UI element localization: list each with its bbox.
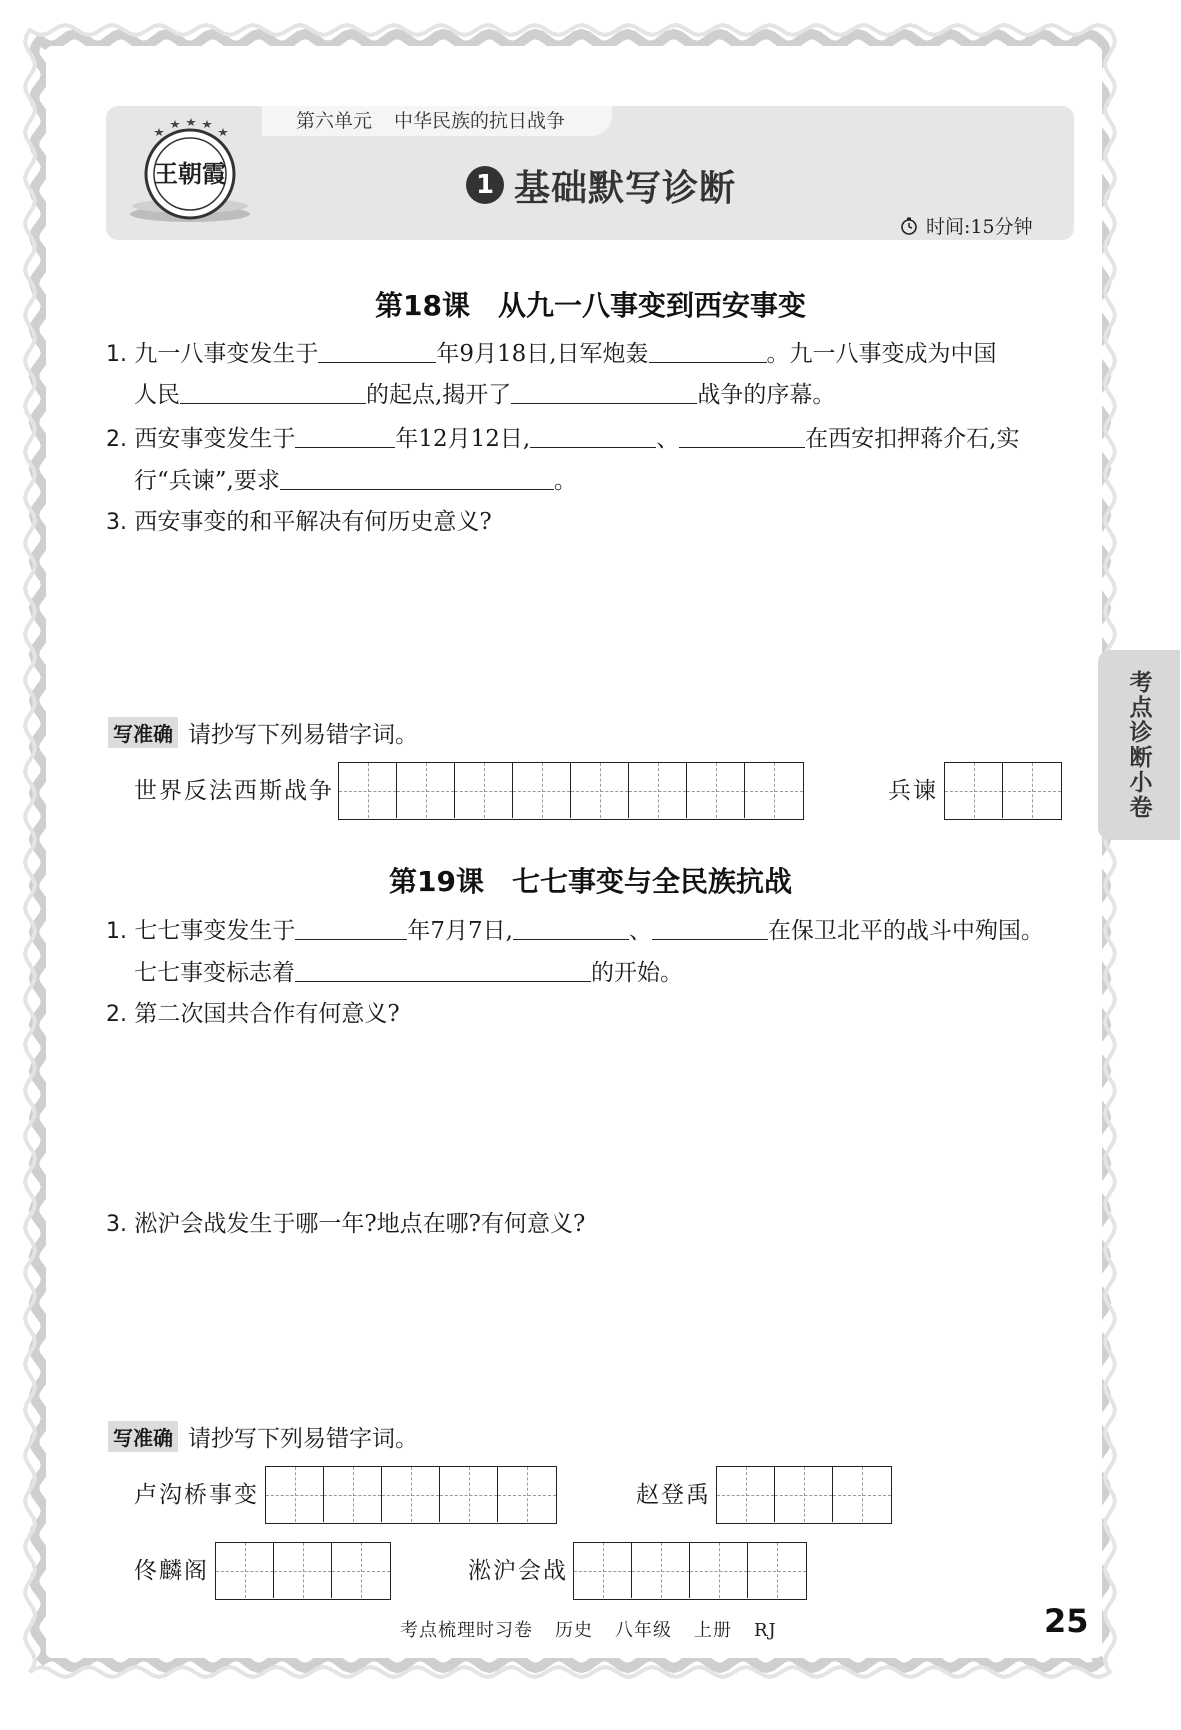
question-number: 3.	[106, 510, 127, 535]
question-number: 2.	[106, 1002, 127, 1027]
grid-cell[interactable]	[571, 763, 629, 818]
answer-blank[interactable]	[649, 338, 767, 363]
time-limit	[900, 212, 1033, 239]
answer-blank[interactable]	[280, 465, 554, 490]
lesson19-q3	[106, 1209, 585, 1240]
lesson18-practice-heading	[108, 716, 418, 749]
lesson18-q3	[106, 507, 492, 538]
lesson18-title: 第18课 从九一八事变到西安事变	[375, 289, 806, 322]
question-text: 的开始。	[591, 960, 683, 986]
word-label: 佟麟阁	[134, 1558, 209, 1584]
lesson19-title: 第19课 七七事变与全民族抗战	[389, 865, 792, 898]
answer-blank[interactable]	[180, 379, 366, 404]
question-text: 九一八事变发生于	[134, 341, 319, 367]
question-number: 1.	[106, 342, 127, 367]
grid-cell[interactable]	[324, 1467, 382, 1522]
answer-blank[interactable]	[295, 957, 591, 982]
page-number: 25	[1044, 1602, 1089, 1640]
question-text: 战争的序幕。	[697, 382, 836, 408]
lesson18-q2-line2	[134, 465, 577, 496]
grid-cell[interactable]	[632, 1543, 690, 1598]
word-label: 淞沪会战	[468, 1558, 568, 1584]
writing-grid[interactable]	[716, 1466, 892, 1524]
answer-blank[interactable]	[318, 338, 436, 363]
grid-cell[interactable]	[1003, 763, 1061, 818]
grid-cell[interactable]	[833, 1467, 891, 1522]
footer-edition: RJ	[754, 1620, 777, 1641]
practice-badge: 写准确	[108, 717, 178, 748]
grid-cell[interactable]	[274, 1543, 332, 1598]
answer-blank[interactable]	[295, 423, 395, 448]
clock-icon	[900, 217, 918, 235]
answer-blank[interactable]	[530, 423, 656, 448]
writing-grid[interactable]	[265, 1466, 557, 1524]
answer-area[interactable]	[134, 1040, 1074, 1200]
lesson18-q1-line2	[134, 379, 835, 410]
question-text: 行“兵谏”,要求	[134, 468, 280, 494]
question-number: 1.	[106, 919, 127, 944]
answer-area[interactable]	[134, 1250, 1074, 1410]
lesson19-q1-line2	[134, 957, 683, 988]
lesson18-q2-line1	[106, 423, 1019, 455]
writing-grid[interactable]	[944, 762, 1062, 820]
grid-cell[interactable]	[266, 1467, 324, 1522]
footer-book: 考点梳理时习卷	[400, 1620, 533, 1641]
question-number: 3.	[106, 1212, 127, 1237]
question-text: 在保卫北平的战斗中殉国。	[767, 918, 1044, 944]
grid-cell[interactable]	[574, 1543, 632, 1598]
question-text: 七七事变标志着	[134, 960, 295, 986]
grid-cell[interactable]	[629, 763, 687, 818]
unit-breadcrumb	[262, 106, 612, 136]
time-text: 时间:15分钟	[926, 216, 1033, 238]
grid-cell[interactable]	[382, 1467, 440, 1522]
grid-cell[interactable]	[717, 1467, 775, 1522]
grid-cell[interactable]	[498, 1467, 556, 1522]
question-text: 、	[656, 426, 680, 452]
page-footer	[400, 1616, 799, 1642]
question-text: 七七事变发生于	[134, 918, 296, 944]
side-tab	[1098, 650, 1180, 840]
answer-blank[interactable]	[652, 915, 768, 940]
grid-cell[interactable]	[687, 763, 745, 818]
section-number-badge: 1	[466, 166, 504, 204]
grid-cell[interactable]	[690, 1543, 748, 1598]
grid-cell[interactable]	[945, 763, 1003, 818]
lesson19-q2	[106, 999, 400, 1030]
practice-instruction: 请抄写下列易错字词。	[188, 722, 418, 748]
grid-cell[interactable]	[775, 1467, 833, 1522]
question-text: 年7月7日,	[407, 918, 513, 944]
grid-cell[interactable]	[397, 763, 455, 818]
lesson19-practice-heading	[108, 1420, 418, 1453]
section-title-text: 基础默写诊断	[514, 167, 737, 209]
grid-cell[interactable]	[455, 763, 513, 818]
answer-blank[interactable]	[511, 379, 697, 404]
practice-instruction: 请抄写下列易错字词。	[188, 1426, 418, 1452]
writing-grid[interactable]	[338, 762, 804, 820]
grid-cell[interactable]	[513, 763, 571, 818]
word-label: 卢沟桥事变	[134, 1482, 259, 1508]
unit-title: 中华民族的抗日战争	[394, 110, 566, 132]
writing-grid[interactable]	[215, 1542, 391, 1600]
question-text: 西安事变的和平解决有何历史意义?	[134, 509, 492, 535]
side-tab-label: 考点诊断小卷	[1125, 670, 1152, 820]
question-text: 在西安扣押蒋介石,实	[805, 426, 1020, 452]
question-text: 。	[553, 468, 577, 494]
footer-volume: 上册	[694, 1620, 732, 1641]
unit-label: 第六单元	[296, 110, 373, 132]
lesson18-q1-line1	[106, 338, 997, 370]
grid-cell[interactable]	[339, 763, 397, 818]
grid-cell[interactable]	[748, 1543, 806, 1598]
question-text: 、	[628, 918, 652, 944]
question-text: 人民	[134, 382, 180, 408]
answer-area[interactable]	[134, 550, 1074, 700]
grid-cell[interactable]	[332, 1543, 390, 1598]
grid-cell[interactable]	[440, 1467, 498, 1522]
question-text: 年12月12日,	[395, 426, 531, 452]
question-text: 淞沪会战发生于哪一年?地点在哪?有何意义?	[134, 1211, 586, 1237]
word-label: 世界反法西斯战争	[134, 778, 334, 804]
grid-cell[interactable]	[745, 763, 803, 818]
grid-cell[interactable]	[216, 1543, 274, 1598]
answer-blank[interactable]	[513, 915, 629, 940]
question-text: 第二次国共合作有何意义?	[134, 1001, 400, 1027]
word-label: 兵谏	[888, 778, 938, 804]
writing-grid[interactable]	[573, 1542, 807, 1600]
logo-text: 王朝霞	[154, 159, 226, 188]
lesson19-q1-line1	[106, 915, 1044, 947]
answer-blank[interactable]	[295, 915, 407, 940]
wangzhaoxia-logo	[128, 118, 252, 226]
question-number: 2.	[106, 427, 127, 452]
footer-subject: 历史	[555, 1620, 593, 1641]
section-title	[466, 158, 736, 212]
question-text: 年9月18日,日军炮轰	[436, 341, 649, 367]
footer-grade: 八年级	[615, 1620, 672, 1641]
word-label: 赵登禹	[636, 1482, 711, 1508]
question-text: 。九一八事变成为中国	[766, 341, 997, 367]
answer-blank[interactable]	[679, 423, 805, 448]
practice-badge: 写准确	[108, 1421, 178, 1452]
question-text: 西安事变发生于	[134, 426, 296, 452]
question-text: 的起点,揭开了	[366, 382, 512, 408]
